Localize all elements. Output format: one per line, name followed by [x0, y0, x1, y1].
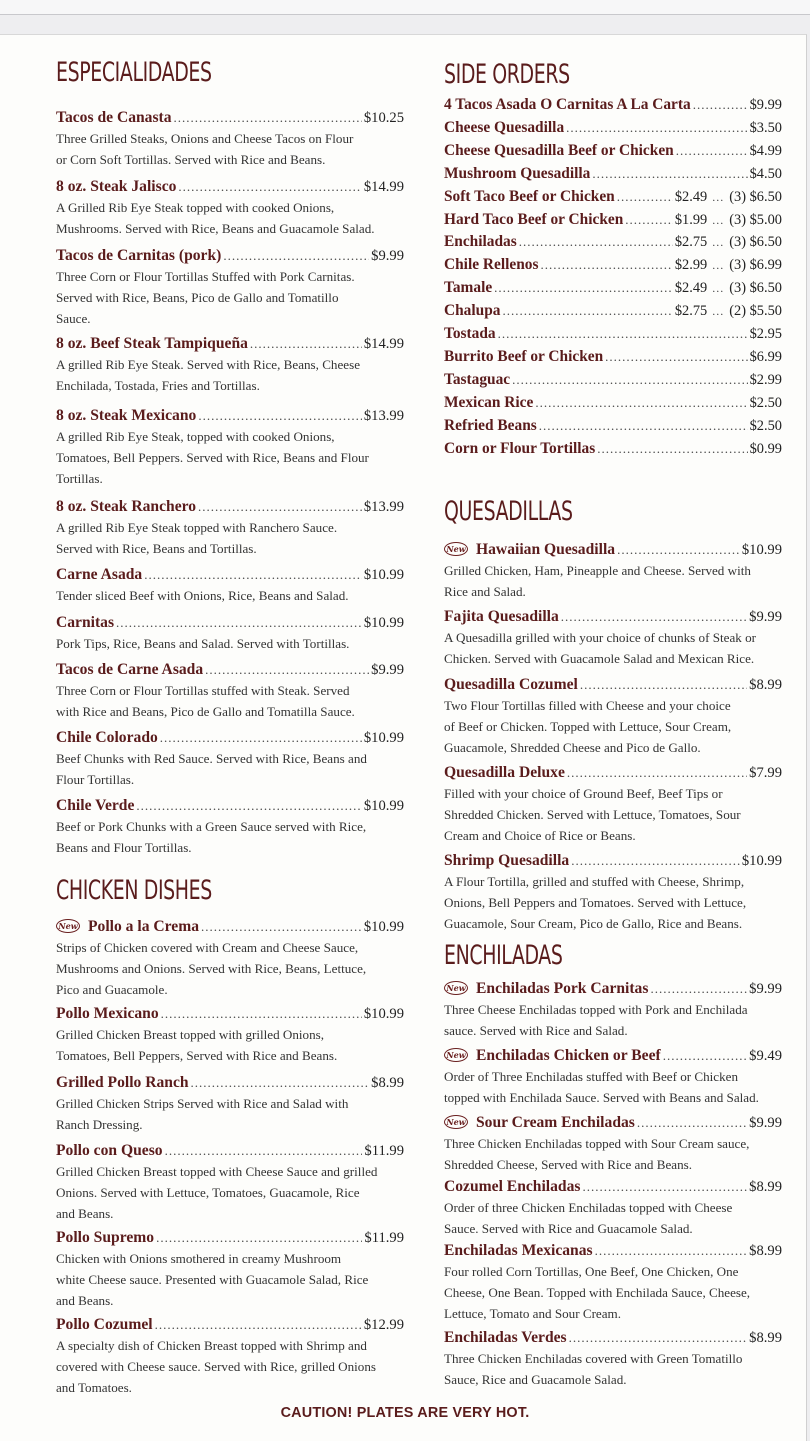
previous-page-edge	[0, 0, 810, 15]
item-line	[444, 978, 782, 1000]
dot-leader	[494, 277, 673, 300]
caution-notice: CAUTION! PLATES ARE VERY HOT.	[280, 1405, 530, 1421]
item-name: Tacos de Canasta	[56, 109, 172, 126]
dot-leader	[250, 333, 362, 355]
item-name: Pollo Supremo	[56, 1229, 155, 1246]
item-line	[56, 795, 404, 817]
item-price: $8.99	[749, 1243, 782, 1259]
item-description: Grilled Chicken Strips Served with Rice and Salad with Ranch Dressing.	[56, 1096, 349, 1132]
dot-leader	[571, 850, 740, 872]
chicken-dishes-heading: CHICKEN DISHES	[56, 875, 212, 906]
side-order-item	[444, 117, 782, 140]
quesadilla-item	[444, 674, 782, 758]
multi-price: (3) $6.50	[729, 188, 782, 205]
item-name: Sour Cream Enchiladas	[476, 1114, 635, 1131]
dot-leader	[502, 300, 672, 323]
item-name: 4 Tacos Asada O Carnitas A La Carta	[444, 96, 691, 113]
dot-leader	[205, 659, 369, 681]
dot-leader	[693, 94, 748, 117]
especialidades-item	[56, 612, 404, 654]
enchilada-item	[444, 1112, 782, 1175]
item-price: $9.99	[749, 97, 782, 113]
especialidades-item	[56, 564, 404, 606]
item-name: Chile Colorado	[56, 729, 158, 746]
dot-leader	[605, 346, 747, 369]
item-price: $10.99	[363, 919, 404, 935]
item-price: $13.99	[363, 499, 404, 515]
enchilada-item	[444, 1045, 782, 1108]
dot-leader: ...	[712, 304, 725, 319]
dot-leader	[155, 1314, 362, 1336]
enchilada-item	[444, 978, 782, 1041]
item-name: Tamale	[444, 279, 493, 297]
item-name: Tostada	[444, 325, 496, 343]
multi-price: (3) $5.00	[729, 211, 782, 228]
side-orders-block	[444, 94, 782, 461]
side-order-item	[444, 415, 782, 438]
item-line	[444, 1176, 782, 1198]
dot-leader	[535, 392, 747, 415]
new-badge-icon: New	[444, 981, 468, 995]
especialidades-item	[56, 496, 404, 559]
dot-leader	[539, 415, 748, 438]
item-price: $0.99	[749, 440, 782, 457]
item-price: $10.99	[363, 730, 404, 746]
side-order-item	[444, 209, 782, 232]
item-name: Quesadilla Cozumel	[444, 676, 578, 693]
item-name: 8 oz. Steak Jalisco	[56, 178, 177, 195]
item-name: Mexican Rice	[444, 393, 534, 411]
dot-leader	[512, 369, 747, 392]
item-name: Grilled Pollo Ranch	[56, 1074, 189, 1091]
enchilada-item	[444, 1240, 782, 1324]
item-name: Mushroom Quesadilla	[444, 164, 591, 182]
item-price: $8.99	[749, 1330, 782, 1346]
item-description: Two Flour Tortillas filled with Cheese and your choice of Beef or Chicken. Topped with Lettuce, Sour Cream, Guacamole, Shredded Cheese and Pico de Gallo.	[444, 698, 732, 755]
chicken-item	[56, 916, 404, 1000]
side-order-item	[444, 438, 782, 461]
dot-leader	[580, 674, 747, 696]
quesadilla-item	[444, 762, 782, 846]
item-line	[56, 916, 404, 938]
especialidades-item	[56, 333, 404, 396]
especialidades-item	[56, 659, 404, 722]
item-name: Enchiladas Verdes	[444, 1329, 567, 1346]
item-description: Beef or Pork Chunks with a Green Sauce served with Rice, Beans and Flour Tortillas.	[56, 819, 367, 855]
dot-leader	[617, 539, 740, 561]
dot-leader	[519, 231, 673, 254]
item-name: Chile Verde	[56, 797, 135, 814]
item-description: Grilled Chicken Breast topped with Cheese Sauce and grilled Onions. Served with Lettuce, Tomatoes, Guacamole, Rice and Beans.	[56, 1164, 378, 1221]
dot-leader: ...	[712, 258, 725, 273]
item-line	[444, 762, 782, 784]
item-description: Three Corn or Flour Tortillas Stuffed with Pork Carnitas. Served with Rice, Beans, Pico de Gallo and Tomatillo Sauce.	[56, 269, 355, 326]
item-description: Grilled Chicken Breast topped with grilled Onions, Tomatoes, Bell Peppers, Served with Rice and Beans.	[56, 1027, 338, 1063]
item-price: $9.99	[371, 248, 404, 264]
item-name: Enchiladas Chicken or Beef	[476, 1047, 661, 1064]
item-description: A Flour Tortilla, grilled and stuffed with Cheese, Shrimp, Onions, Bell Peppers and Tomatoes. Served with Lettuce, Guacamole, Sour Cream, Pico de Gallo, Rice and Beans.	[444, 874, 747, 931]
item-line	[56, 1227, 404, 1249]
dot-leader	[561, 606, 747, 628]
item-name: Tacos de Carnitas (pork)	[56, 247, 222, 264]
item-description: Beef Chunks with Red Sauce. Served with Rice, Beans and Flour Tortillas.	[56, 751, 367, 787]
item-name: Refried Beans	[444, 416, 537, 434]
dot-leader: ...	[712, 235, 725, 250]
item-line	[444, 606, 782, 628]
multi-price: (2) $5.50	[729, 303, 782, 320]
enchiladas-heading: ENCHILADAS	[444, 940, 563, 971]
side-order-item	[444, 277, 782, 300]
dot-leader	[566, 117, 747, 140]
dot-leader	[160, 727, 362, 749]
chicken-item	[56, 1003, 404, 1066]
item-name: Pollo a la Crema	[88, 918, 200, 935]
side-orders-heading: SIDE ORDERS	[444, 59, 570, 90]
side-order-item	[444, 254, 782, 277]
dot-leader	[165, 1140, 363, 1162]
quesadilla-item	[444, 606, 782, 669]
item-price: $9.99	[749, 1115, 782, 1131]
item-name: Chalupa	[444, 302, 501, 320]
multi-price: (3) $6.99	[729, 257, 782, 274]
item-price: $12.99	[363, 1317, 404, 1333]
item-name: Chile Rellenos	[444, 256, 539, 274]
dot-leader	[617, 186, 673, 209]
item-name: Cheese Quesadilla Beef or Chicken	[444, 141, 674, 159]
especialidades-item	[56, 245, 404, 329]
item-name: Tacos de Carne Asada	[56, 661, 204, 678]
dot-leader	[116, 612, 362, 634]
item-name: Shrimp Quesadilla	[444, 852, 570, 869]
item-name: Carnitas	[56, 614, 115, 631]
item-name: Fajita Quesadilla	[444, 608, 559, 625]
single-price: $2.49	[674, 280, 708, 297]
multi-price: (3) $6.50	[729, 234, 782, 251]
item-name: Hawaiian Quesadilla	[476, 541, 616, 558]
new-badge-icon: New	[56, 919, 80, 933]
item-price: $10.99	[741, 542, 782, 558]
dot-leader	[198, 405, 362, 427]
item-description: Three Corn or Flour Tortillas stuffed with Steak. Served with Rice and Beans, Pico de Gallo and Tomatilla Sauce.	[56, 683, 355, 719]
item-line	[56, 176, 404, 198]
item-description: Three Chicken Enchiladas covered with Green Tomatillo Sauce, Rice and Guacamole Salad.	[444, 1351, 743, 1387]
item-line	[56, 1003, 404, 1025]
single-price: $2.75	[674, 234, 708, 251]
especialidades-item	[56, 795, 404, 858]
item-line	[56, 245, 404, 267]
item-line	[444, 1045, 782, 1067]
item-name: Pollo con Queso	[56, 1142, 163, 1159]
dot-leader	[156, 1227, 362, 1249]
dot-leader	[201, 916, 362, 938]
item-description: Three Grilled Steaks, Onions and Cheese Tacos on Flour or Corn Soft Tortillas. Served with Rice and Beans.	[56, 131, 354, 167]
item-price: $14.99	[363, 179, 404, 195]
item-price: $2.50	[749, 394, 782, 411]
chicken-item	[56, 1314, 404, 1398]
item-name: Cheese Quesadilla	[444, 118, 565, 136]
item-description: A Quesadilla grilled with your choice of chunks of Steak or Chicken. Served with Guacamole Salad and Mexican Rice.	[444, 630, 756, 666]
dot-leader	[582, 1176, 747, 1198]
dot-leader	[191, 1072, 370, 1094]
dot-leader	[567, 762, 747, 784]
item-price: $11.99	[364, 1143, 404, 1159]
dot-leader: ...	[712, 281, 725, 296]
item-price: $2.99	[749, 371, 782, 388]
side-order-item	[444, 346, 782, 369]
item-line	[56, 496, 404, 518]
new-badge-icon: New	[444, 1115, 468, 1129]
item-line	[56, 107, 404, 129]
especialidades-item	[56, 727, 404, 790]
item-price: $10.99	[363, 798, 404, 814]
item-name: Cozumel Enchiladas	[444, 1178, 581, 1195]
quesadillas-heading: QUESADILLAS	[444, 496, 573, 527]
item-name: Burrito Beef or Chicken	[444, 347, 604, 365]
item-line	[56, 659, 404, 681]
item-description: Filled with your choice of Ground Beef, Beef Tips or Shredded Chicken. Served with Lettuce, Tomatoes, Sour Cream and Choice of Rice or Beans.	[444, 786, 741, 843]
item-line	[56, 333, 404, 355]
new-badge-icon: New	[444, 542, 468, 556]
item-line	[56, 1314, 404, 1336]
dot-leader: ...	[712, 212, 725, 227]
item-description: Three Cheese Enchiladas topped with Pork and Enchilada sauce. Served with Rice and Salad.	[444, 1002, 748, 1038]
item-price: $8.99	[749, 1179, 782, 1195]
item-line	[56, 405, 404, 427]
item-price: $10.99	[363, 567, 404, 583]
item-name: Tastaguac	[444, 370, 511, 388]
item-line	[444, 674, 782, 696]
especialidades-item	[56, 107, 404, 170]
enchilada-item	[444, 1327, 782, 1390]
side-order-item	[444, 163, 782, 186]
single-price: $2.49	[674, 188, 708, 205]
dot-leader	[174, 107, 362, 129]
item-price: $4.99	[749, 142, 782, 159]
item-name: Enchiladas Mexicanas	[444, 1242, 593, 1259]
dot-leader	[597, 438, 747, 461]
item-price: $8.99	[749, 677, 782, 693]
single-price: $2.75	[674, 303, 708, 320]
item-price: $10.99	[363, 615, 404, 631]
item-name: Hard Taco Beef or Chicken	[444, 210, 624, 228]
item-name: Enchiladas	[444, 233, 517, 251]
dot-leader	[198, 496, 362, 518]
dot-leader	[136, 795, 361, 817]
item-description: Grilled Chicken, Ham, Pineapple and Cheese. Served with Rice and Salad.	[444, 563, 751, 599]
item-price: $10.99	[363, 1006, 404, 1022]
item-price: $2.50	[749, 417, 782, 434]
new-badge-icon: New	[444, 1048, 468, 1062]
dot-leader	[569, 1327, 748, 1349]
dot-leader	[625, 209, 673, 232]
chicken-item	[56, 1227, 404, 1311]
item-line	[56, 1140, 404, 1162]
side-order-item	[444, 140, 782, 163]
item-line	[444, 850, 782, 872]
side-order-item	[444, 300, 782, 323]
item-price: $10.99	[741, 853, 782, 869]
item-description: Chicken with Onions smothered in creamy Mushroom white Cheese sauce. Presented with Guacamole Salad, Rice and Beans.	[56, 1251, 369, 1308]
item-description: Strips of Chicken covered with Cream and Cheese Sauce, Mushrooms and Onions. Served with Rice, Beans, Lettuce, Pico and Guacamole.	[56, 940, 367, 997]
dot-leader	[540, 254, 672, 277]
side-order-item	[444, 323, 782, 346]
item-name: Enchiladas Pork Carnitas	[476, 980, 649, 997]
quesadilla-item	[444, 850, 782, 934]
item-name: Pollo Cozumel	[56, 1316, 153, 1333]
dot-leader	[144, 564, 362, 586]
item-price: $14.99	[363, 336, 404, 352]
item-line	[56, 727, 404, 749]
item-name: Pollo Mexicano	[56, 1005, 159, 1022]
menu-page	[0, 34, 807, 1441]
item-line	[444, 1327, 782, 1349]
item-name: Corn or Flour Tortillas	[444, 439, 596, 457]
dot-leader	[663, 1045, 747, 1067]
item-name: 8 oz. Steak Ranchero	[56, 498, 197, 515]
item-description: Four rolled Corn Tortillas, One Beef, One Chicken, One Cheese, One Bean. Topped with Enchilada Sauce, Cheese, Lettuce, Tomato and Sour Cream.	[444, 1264, 751, 1321]
item-line	[444, 1112, 782, 1134]
item-line	[56, 564, 404, 586]
item-description: Tender sliced Beef with Onions, Rice, Beans and Salad.	[56, 588, 349, 603]
multi-price: (3) $6.50	[729, 280, 782, 297]
dot-leader: ...	[712, 189, 725, 204]
enchilada-item	[444, 1176, 782, 1239]
item-name: Soft Taco Beef or Chicken	[444, 187, 615, 205]
dot-leader	[592, 163, 747, 186]
item-name: Quesadilla Deluxe	[444, 764, 565, 781]
dot-leader	[595, 1240, 748, 1262]
item-line	[444, 539, 782, 561]
item-name: 8 oz. Beef Steak Tampiqueña	[56, 335, 248, 352]
dot-leader	[223, 245, 369, 267]
single-price: $2.99	[674, 257, 708, 274]
item-description: A Grilled Rib Eye Steak topped with cooked Onions, Mushrooms. Served with Rice, Beans and Guacamole Salad.	[56, 200, 375, 236]
item-name: 8 oz. Steak Mexicano	[56, 407, 197, 424]
item-description: A grilled Rib Eye Steak. Served with Rice, Beans, Cheese Enchilada, Tostada, Fries and Tortillas.	[56, 357, 361, 393]
item-price: $7.99	[749, 765, 782, 781]
especialidades-heading: ESPECIALIDADES	[56, 57, 212, 88]
item-price: $9.99	[371, 662, 404, 678]
item-price: $10.25	[363, 110, 404, 126]
item-description: Three Chicken Enchiladas topped with Sour Cream sauce, Shredded Cheese, Served with Rice and Beans.	[444, 1136, 750, 1172]
side-order-item	[444, 186, 782, 209]
item-description: Order of Three Enchiladas stuffed with Beef or Chicken topped with Enchilada Sauce. Served with Beans and Salad.	[444, 1069, 759, 1105]
dot-leader	[178, 176, 361, 198]
item-price: $3.50	[749, 119, 782, 136]
dot-leader	[650, 978, 747, 1000]
item-price: $9.49	[749, 1048, 782, 1064]
item-line	[444, 1240, 782, 1262]
item-description: Pork Tips, Rice, Beans and Salad. Served with Tortillas.	[56, 636, 350, 651]
item-description: Order of three Chicken Enchiladas topped with Cheese Sauce. Served with Rice and Guacamole Salad.	[444, 1200, 733, 1236]
item-line	[56, 612, 404, 634]
especialidades-item	[56, 176, 404, 239]
item-price: $9.99	[749, 981, 782, 997]
chicken-item	[56, 1140, 404, 1224]
especialidades-item	[56, 405, 404, 489]
item-price: $6.99	[749, 348, 782, 365]
dot-leader	[676, 140, 748, 163]
item-price: $9.99	[749, 609, 782, 625]
item-description: A specialty dish of Chicken Breast topped with Shrimp and covered with Cheese sauce. Served with Rice, grilled Onions and Tomatoes.	[56, 1338, 376, 1395]
side-order-item	[444, 231, 782, 254]
item-price: $13.99	[363, 408, 404, 424]
chicken-item	[56, 1072, 404, 1135]
item-price: $11.99	[364, 1230, 404, 1246]
side-order-item	[444, 392, 782, 415]
item-price: $2.95	[749, 326, 782, 343]
item-name: Carne Asada	[56, 566, 143, 583]
dot-leader	[498, 323, 748, 346]
item-line	[56, 1072, 404, 1094]
item-description: A grilled Rib Eye Steak, topped with cooked Onions, Tomatoes, Bell Peppers. Served with Rice, Beans and Flour Tortillas.	[56, 429, 369, 486]
item-price: $4.50	[749, 165, 782, 182]
dot-leader	[637, 1112, 747, 1134]
item-price: $8.99	[371, 1075, 404, 1091]
item-description: A grilled Rib Eye Steak topped with Ranchero Sauce. Served with Rice, Beans and Tortillas.	[56, 520, 338, 556]
side-order-item	[444, 94, 782, 117]
side-order-item	[444, 369, 782, 392]
quesadilla-item	[444, 539, 782, 602]
single-price: $1.99	[674, 211, 708, 228]
dot-leader	[161, 1003, 362, 1025]
